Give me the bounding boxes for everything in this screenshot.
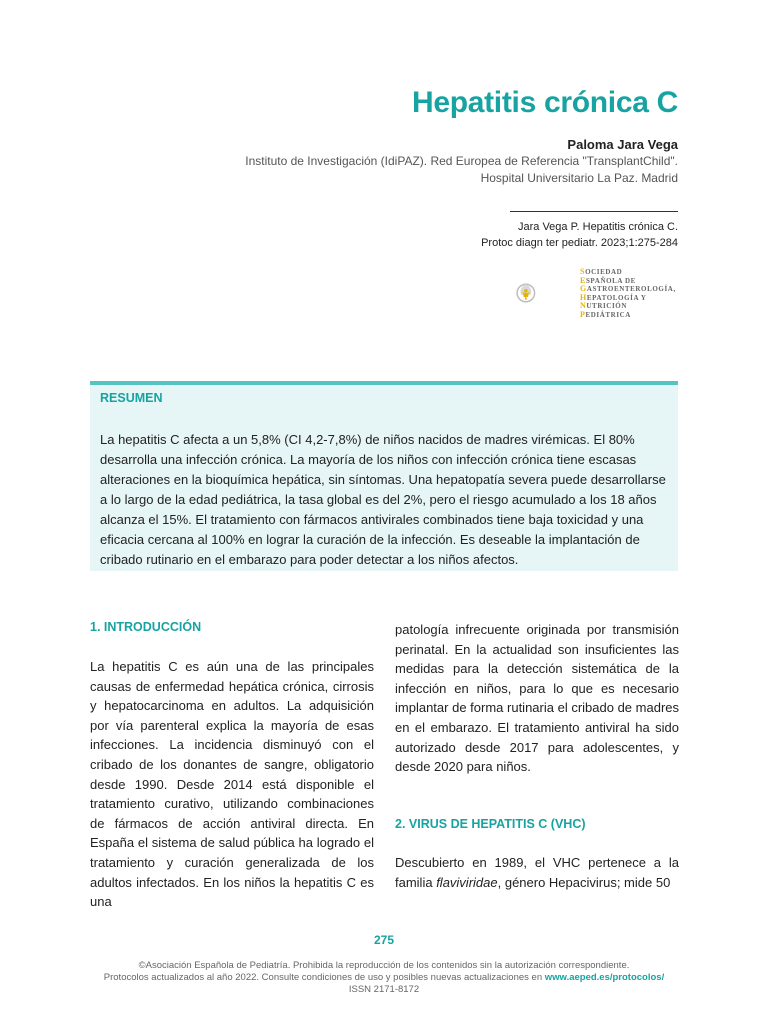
author-affiliation <box>158 153 678 187</box>
logo-text-rest: SPAÑOLA DE <box>585 276 636 285</box>
logo-text-line <box>580 277 676 286</box>
section-2-text-b: , género Hepacivirus; mide 50 <box>497 874 671 890</box>
logo-text-line <box>580 302 676 311</box>
logo-text-cap: N <box>580 301 587 311</box>
logo-text-rest: OCIEDAD <box>585 268 623 276</box>
logo-text-cap: S <box>580 267 586 276</box>
summary-text: La hepatitis C afecta a un 5,8% (CI 4,2-7,8%) de niños nacidos de madres virémicas. El 80% desarrolla una infección crónica. La mayoría de los niños con infección crónica tiene escasas alteraciones en la bioquímica hepática, sin síntomas. Una hepatopatía severa puede desarrollarse a lo largo de la edad pediátrica, la tasa global es del 2%, pero el riesgo acumulado a los 18 años alcanza el 15%. El tratamiento con fármacos antivirales combinados tiene baja toxicidad y una eficacia cercana al 100% en lograr la curación de la infección. Es deseable la implantación de cribado rutinario en el embarazo para poder detectar a los niños afectos. <box>100 432 666 567</box>
logo-text-rest: ASTROENTEROLOGÍA, <box>586 285 676 294</box>
issn: ISSN 2171-8172 <box>348 984 420 995</box>
section-1-body: La hepatitis C es aún una de las principales causas de enfermedad hepática crónica, cirrosis y hepatocarcinoma en adultos. La adquisición por vía parenteral explica la mayoría de esas infecciones. La incidencia disminuyó con el cribado de los donantes de sangre, obligatorio desde 1990. Desde 2014 está disponible el tratamiento curativo, utilizando combinaciones de fármacos de acción antiviral directa. En España el sistema de salud pública ha logrado el tratamiento y curación generalizada de los adultos infectados. En los niños la hepatitis C es una <box>90 659 374 910</box>
protocols-link[interactable]: www.aeped.es/protocolos/ <box>544 972 665 983</box>
citation-divider <box>510 211 678 212</box>
section-2-body <box>395 853 679 892</box>
citation-line-1: Jara Vega P. Hepatitis crónica C. <box>518 221 678 233</box>
affiliation-line-1: Instituto de Investigación (IdiPAZ). Red Europea de Referencia "TransplantChild". <box>245 154 678 168</box>
section-2-text-italic: flaviviridae <box>436 874 498 890</box>
logo-text-rest: EDIÁTRICA <box>585 310 631 319</box>
logo-text-rest: EPATOLOGÍA Y <box>586 293 647 302</box>
society-logo-icon <box>516 266 578 320</box>
citation-line-2: Protoc diagn ter pediatr. 2023;1:275-284 <box>481 237 678 249</box>
section-2-heading: 2. VIRUS DE HEPATITIS C (VHC) <box>395 817 586 831</box>
logo-text-cap: E <box>580 275 586 285</box>
logo-text-line <box>580 268 676 277</box>
article-title: Hepatitis crónica C <box>411 86 678 119</box>
summary-box <box>90 381 678 571</box>
protocols-prefix: Protocolos actualizados al año 2022. Consulte condiciones de uso y posibles nuevas actualizaciones en <box>103 972 545 983</box>
protocols-line <box>0 972 768 984</box>
summary-heading: RESUMEN <box>100 391 163 405</box>
society-logo-text <box>580 268 676 320</box>
section-2-text-a: Descubierto en 1989, el VHC pertenece a la familia <box>395 855 679 890</box>
logo-text-cap: H <box>580 292 587 302</box>
section-1-continuation: patología infrecuente originada por transmisión perinatal. En la actualidad son insuficientes las medidas para la detección sistemática de la infección en niños, para lo que es necesario implantar de forma rutinaria el cribado de madres en el embarazo. El tratamiento antiviral ha sido autorizado desde 2017 para adolescentes, y desde 2020 para niños. <box>395 622 679 775</box>
citation <box>378 219 678 251</box>
author-name: Paloma Jara Vega <box>567 137 678 152</box>
logo-text-line <box>580 285 676 294</box>
logo-text-rest: UTRICIÓN <box>586 302 627 311</box>
logo-text-line <box>580 311 676 320</box>
affiliation-line-2: Hospital Universitario La Paz. Madrid <box>480 171 678 185</box>
footer-copyright <box>0 960 768 996</box>
section-1-heading: 1. INTRODUCCIÓN <box>90 620 202 634</box>
page-number: 275 <box>373 933 395 947</box>
copyright-line: ©Asociación Española de Pediatría. Prohibida la reproducción de los contenidos sin la autorización correspondiente. <box>138 960 630 971</box>
logo-text-cap: P <box>580 309 586 319</box>
logo-text-cap: G <box>580 284 587 294</box>
